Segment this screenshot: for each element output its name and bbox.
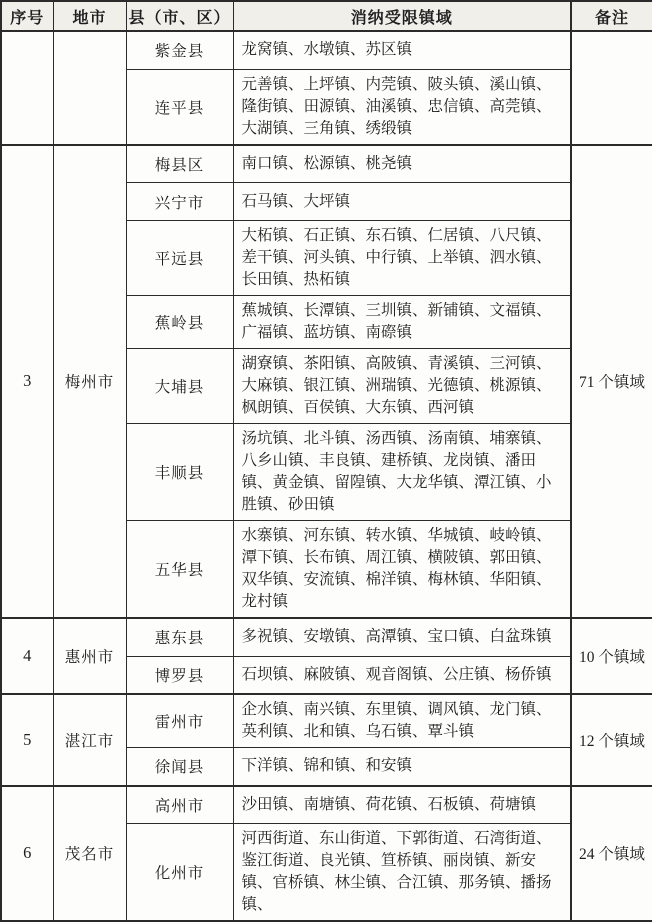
- remark-cell: 12 个镇域: [571, 694, 652, 786]
- seq-cell: 5: [1, 694, 53, 786]
- towns-cell: 蕉城镇、长潭镇、三圳镇、新铺镇、文福镇、广福镇、蓝坊镇、南磜镇: [233, 296, 571, 349]
- towns-cell: 大柘镇、石正镇、东石镇、仁居镇、八尺镇、差干镇、河头镇、中行镇、上举镇、泗水镇、长田镇、热柘镇: [233, 221, 571, 296]
- seq-cell: 4: [1, 618, 53, 694]
- city-cell: 茂名市: [53, 786, 126, 922]
- city-cell: 湛江市: [53, 694, 126, 786]
- county-cell: 徐闻县: [126, 748, 233, 786]
- towns-cell: 下洋镇、锦和镇、和安镇: [233, 748, 571, 786]
- towns-cell: 企水镇、南兴镇、东里镇、调风镇、龙门镇、英利镇、北和镇、乌石镇、覃斗镇: [233, 694, 571, 748]
- towns-cell: 石马镇、大坪镇: [233, 183, 571, 221]
- remark-cell: 71 个镇域: [571, 145, 652, 619]
- county-cell: 雷州市: [126, 694, 233, 748]
- towns-cell: 元善镇、上坪镇、内莞镇、陂头镇、溪山镇、隆街镇、田源镇、油溪镇、忠信镇、高莞镇、大湖镇、三角镇、绣缎镇: [233, 69, 571, 145]
- seq-cell: 6: [1, 786, 53, 922]
- towns-cell: 南口镇、松源镇、桃尧镇: [233, 145, 571, 183]
- table-row: [1, 31, 652, 69]
- towns-cell: 汤坑镇、北斗镇、汤西镇、汤南镇、埔寨镇、八乡山镇、丰良镇、建桥镇、龙岗镇、潘田镇、黄金镇、留隍镇、大龙华镇、潭江镇、小胜镇、砂田镇: [233, 424, 571, 521]
- county-cell: 博罗县: [126, 656, 233, 694]
- county-cell: 五华县: [126, 521, 233, 619]
- table-body: [1, 31, 652, 921]
- table-row: [1, 694, 652, 748]
- county-cell: 化州市: [126, 824, 233, 922]
- towns-cell: 石坝镇、麻陂镇、观音阁镇、公庄镇、杨侨镇: [233, 656, 571, 694]
- remark-cell: 10 个镇域: [571, 618, 652, 694]
- city-cell: 梅州市: [53, 145, 126, 619]
- county-cell: 高州市: [126, 786, 233, 824]
- seq-cell: 3: [1, 145, 53, 619]
- header-city: 地市: [53, 1, 126, 31]
- county-cell: 惠东县: [126, 618, 233, 656]
- towns-cell: 龙窝镇、水墩镇、苏区镇: [233, 31, 571, 69]
- county-cell: 大埔县: [126, 349, 233, 424]
- table-row: [1, 618, 652, 656]
- remark-cell: 24 个镇域: [571, 786, 652, 922]
- header-towns: 消纳受限镇域: [233, 1, 571, 31]
- towns-cell: 多祝镇、安墩镇、高潭镇、宝口镇、白盆珠镇: [233, 618, 571, 656]
- county-cell: 平远县: [126, 221, 233, 296]
- header-county: 县（市、区）: [126, 1, 233, 31]
- table-row: [1, 786, 652, 824]
- remark-cell: [571, 31, 652, 145]
- county-cell: 紫金县: [126, 31, 233, 69]
- header-remark: 备注: [571, 1, 652, 31]
- towns-cell: 沙田镇、南塘镇、荷花镇、石板镇、荷塘镇: [233, 786, 571, 824]
- table-row: [1, 145, 652, 183]
- towns-cell: 湖寮镇、茶阳镇、高陂镇、青溪镇、三河镇、大麻镇、银江镇、洲瑞镇、光德镇、桃源镇、枫朗镇、百侯镇、大东镇、西河镇: [233, 349, 571, 424]
- city-cell: 惠州市: [53, 618, 126, 694]
- county-cell: 丰顺县: [126, 424, 233, 521]
- seq-cell: [1, 31, 53, 145]
- header-seq: 序号: [1, 1, 53, 31]
- county-cell: 兴宁市: [126, 183, 233, 221]
- county-cell: 蕉岭县: [126, 296, 233, 349]
- table-header-row: [1, 1, 652, 31]
- county-cell: 梅县区: [126, 145, 233, 183]
- county-cell: 连平县: [126, 69, 233, 145]
- towns-cell: 河西街道、东山街道、下郭街道、石湾街道、鉴江街道、良光镇、笪桥镇、丽岗镇、新安镇、官桥镇、林尘镇、合江镇、那务镇、播扬镇、: [233, 824, 571, 922]
- city-cell: [53, 31, 126, 145]
- towns-cell: 水寨镇、河东镇、转水镇、华城镇、岐岭镇、潭下镇、长布镇、周江镇、横陂镇、郭田镇、双华镇、安流镇、棉洋镇、梅林镇、华阳镇、龙村镇: [233, 521, 571, 619]
